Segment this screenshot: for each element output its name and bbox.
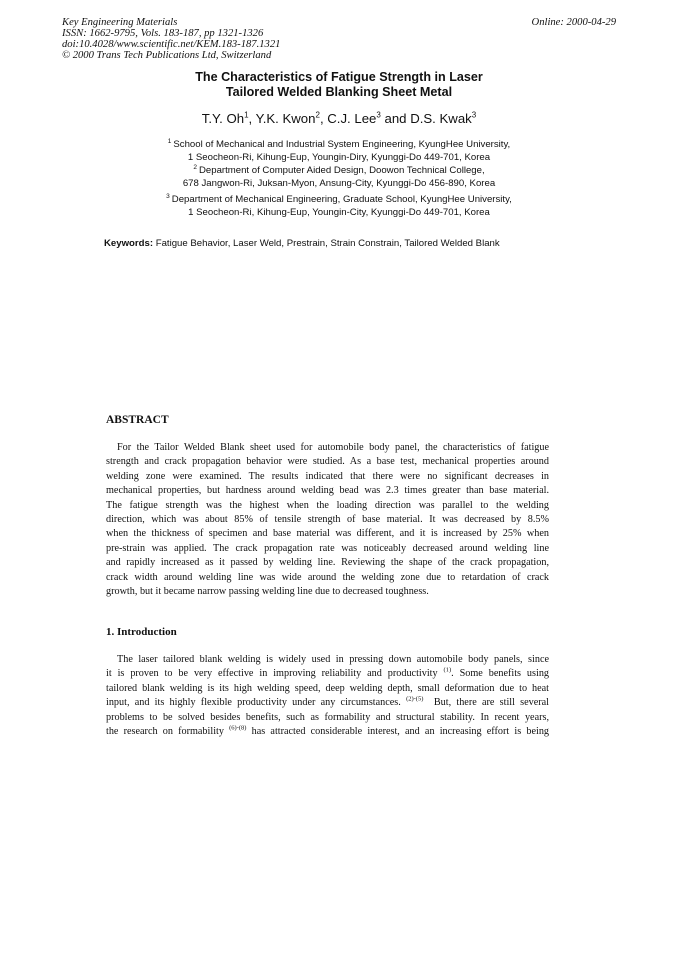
- doi-line: doi:10.4028/www.scientific.net/KEM.183-187.1321: [62, 39, 281, 50]
- abstract-line: For the Tailor Welded Blank sheet used for automobile body panel, the characteristics of fatigue: [117, 442, 549, 453]
- affiliation-2: $^2$ Department of Computer Aided Design, Doowon Technical College, 678 Jangwon-Ri, Juksan-Myon, Ansung-City, Kyunggi-Do 456-890, Korea: [182, 163, 496, 189]
- author: Y.K. Kwon$^2$,: [255, 110, 328, 126]
- introduction-heading: 1. Introduction: [106, 626, 177, 638]
- abstract-heading: ABSTRACT: [106, 414, 169, 426]
- introduction-body: [106, 653, 549, 739]
- abstract-line: pre-strain was applied. The crack propagation rate was noticeably decreased around welding line: [106, 542, 549, 554]
- intro-line: the research on formability $^{(6)-(8)}$ has attracted considerable interest, and an increasing effort is being: [106, 724, 550, 737]
- keywords: [104, 238, 500, 249]
- paper-title: [0, 70, 678, 100]
- author: D.S. Kwak$^3$: [410, 110, 477, 126]
- abstract-line: The fatigue strength was the highest when the loading direction was parallel to the welding: [106, 499, 549, 511]
- title-line-2: Tailored Welded Blanking Sheet Metal: [225, 85, 453, 99]
- citation: (6)-(8): [229, 724, 247, 732]
- intro-line: The laser tailored blank welding is widely used in pressing down automobile body panels, since: [117, 654, 549, 665]
- keywords-text: Fatigue Behavior, Laser Weld, Prestrain, Strain Constrain, Tailored Welded Blank: [155, 238, 500, 249]
- journal-header: [62, 17, 280, 61]
- affiliation-3: $^3$ Department of Mechanical Engineering, Graduate School, KyungHee University, 1 Seocheon-Ri, Kihung-Eup, Youngin-City, Kyunggi-Do 449-701, Korea: [166, 192, 512, 218]
- citation: (1): [443, 667, 452, 674]
- abstract-line: and rapidly increased as it passed by welding line. Reviewing the shape of the crack propagation,: [106, 557, 549, 569]
- abstract-line: strength and crack propagation behavior were studied. As a base test, mechanical properties around: [106, 456, 549, 468]
- affiliation-1: $^1$ School of Mechanical and Industrial System Engineering, KyungHee University, 1 Seocheon-Ri, Kihung-Eup, Youngin-Diry, Kyunggi-Do 449-701, Korea: [167, 137, 511, 163]
- abstract-line: direction, which was about 85% of tensile strength of base material. It was decreased by 8.5%: [106, 513, 549, 525]
- abstract-line: welding zone were examined. The results indicated that there were no significant decreases in: [106, 470, 549, 482]
- intro-line: problems to be solved besides benefits, such as formability and structural stability. In recent years,: [106, 711, 549, 723]
- copyright-line: © 2000 Trans Tech Publications Ltd, Switzerland: [62, 50, 272, 61]
- citation: (2)-(5): [406, 695, 424, 703]
- abstract-body: [106, 441, 549, 599]
- intro-line: tailored blank welding is its high welding speed, deep welding depth, small deformation due to heat: [106, 682, 549, 694]
- abstract-line: mechanical properties, but hardness around welding bead was 2.3 times greater than base material.: [106, 485, 549, 497]
- abstract-line: growth, but it became narrow passing welding line due to decreased toughness.: [106, 585, 429, 597]
- issn-line: ISSN: 1662-9795, Vols. 183-187, pp 1321-1326: [62, 28, 264, 39]
- intro-line: input, and its highly flexible productivity under any circumstances. $^{(2)-(5)}$ But, there are still several: [106, 695, 550, 709]
- title-line-1: The Characteristics of Fatigue Strength in Laser: [195, 70, 483, 84]
- author: C.J. Lee$^3$ and: [327, 110, 411, 126]
- journal-name: Key Engineering Materials: [62, 17, 178, 28]
- intro-line: it is proven to be very effective in improving reliability and productivity $^{(1)}$. Some benefits using: [106, 667, 550, 680]
- keywords-label: Keywords:: [104, 238, 154, 249]
- author-list: [0, 111, 678, 126]
- author: T.Y. Oh$^1$,: [201, 110, 256, 126]
- online-date: Online: 2000-04-29: [531, 17, 616, 28]
- abstract-line: when the thickness of specimen and base material was different, and it is increased by 25% when: [106, 528, 549, 540]
- abstract-line: crack width around welding line was wide around the welding zone due to retardation of crack: [106, 571, 549, 583]
